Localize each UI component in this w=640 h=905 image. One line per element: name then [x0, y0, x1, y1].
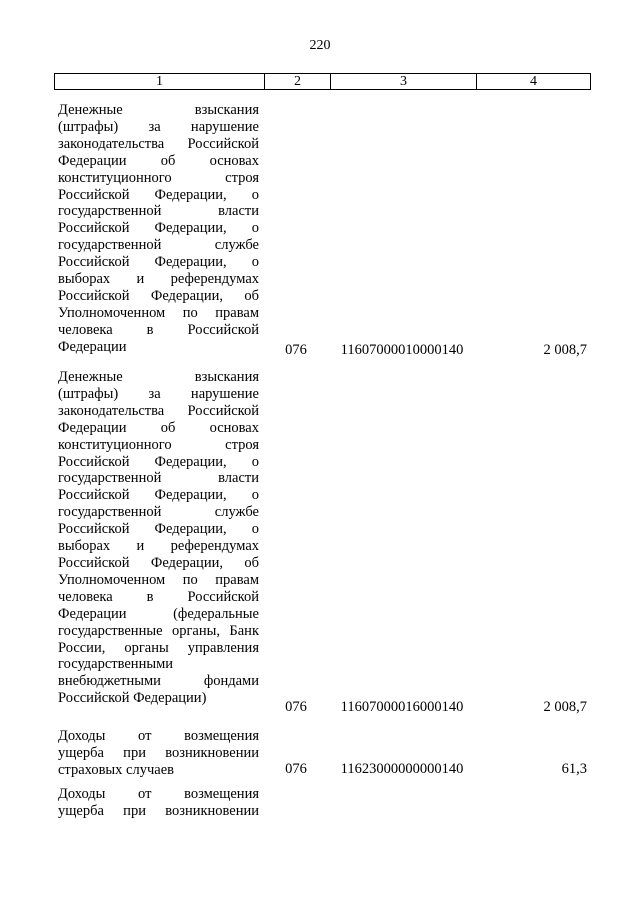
admin-code: 076	[285, 342, 307, 358]
admin-code: 076	[285, 761, 307, 777]
page-number: 220	[309, 38, 331, 53]
description-line: Российской Федерации, о	[58, 186, 259, 203]
description-line: Российской Федерации, об	[58, 287, 259, 304]
row-description	[58, 102, 259, 356]
description-line: Российской Федерации, о	[58, 521, 259, 538]
amount: 2 008,7	[543, 342, 587, 358]
description-line: ущерба при возникновении	[58, 802, 259, 819]
kbk-code: 11623000000000140	[340, 761, 464, 777]
description-line: Доходы от возмещения	[58, 728, 259, 744]
header-col-2: 2	[264, 74, 330, 89]
description-line: Федерации об основах	[58, 419, 259, 436]
description-line: Российской Федерации, о	[58, 254, 259, 271]
description-line: государственные органы, Банк	[58, 622, 259, 639]
description-line: государственной власти	[58, 470, 259, 487]
description-line: Федерации	[58, 338, 127, 355]
row-description	[58, 786, 259, 820]
row-description	[58, 728, 259, 779]
kbk-code: 11607000010000140	[340, 342, 464, 358]
description-line: государственной власти	[58, 203, 259, 220]
description-line: государственной службе	[58, 237, 259, 254]
kbk-code: 11607000016000140	[340, 699, 464, 715]
description-line: Российской Федерации)	[58, 690, 207, 707]
description-line: России, органы управления	[58, 639, 259, 656]
table-header-row	[54, 73, 591, 90]
description-line: Федерации об основах	[58, 152, 259, 169]
description-line: Денежные взыскания	[58, 102, 259, 118]
description-line: страховых случаев	[58, 761, 174, 778]
amount: 61,3	[561, 761, 587, 777]
description-line: выборах и референдумах	[58, 538, 259, 555]
header-col-1: 1	[156, 74, 163, 89]
description-line: Денежные взыскания	[58, 369, 259, 385]
description-line: Российской Федерации, о	[58, 453, 259, 470]
amount: 2 008,7	[543, 699, 587, 715]
description-line: Российской Федерации, об	[58, 554, 259, 571]
description-line: Российской Федерации, о	[58, 487, 259, 504]
description-line: Уполномоченном по правам	[58, 304, 259, 321]
description-line: выборах и референдумах	[58, 271, 259, 288]
description-line: (штрафы) за нарушение	[58, 385, 259, 402]
admin-code: 076	[285, 699, 307, 715]
description-line: (штрафы) за нарушение	[58, 118, 259, 135]
description-line: Доходы от возмещения	[58, 786, 259, 802]
description-line: конституционного строя	[58, 169, 259, 186]
description-line: Федерации (федеральные	[58, 605, 259, 622]
header-col-3: 3	[330, 74, 476, 89]
description-line: внебюджетными фондами	[58, 673, 259, 690]
description-line: человека в Российской	[58, 588, 259, 605]
description-line: ущерба при возникновении	[58, 744, 259, 761]
description-line: Российской Федерации, о	[58, 220, 259, 237]
description-line: конституционного строя	[58, 436, 259, 453]
row-description	[58, 369, 259, 707]
header-col-4: 4	[476, 74, 590, 89]
description-line: государственными	[58, 656, 174, 673]
description-line: законодательства Российской	[58, 135, 259, 152]
description-line: законодательства Российской	[58, 402, 259, 419]
description-line: человека в Российской	[58, 321, 259, 338]
description-line: Уполномоченном по правам	[58, 571, 259, 588]
description-line: государственной службе	[58, 504, 259, 521]
